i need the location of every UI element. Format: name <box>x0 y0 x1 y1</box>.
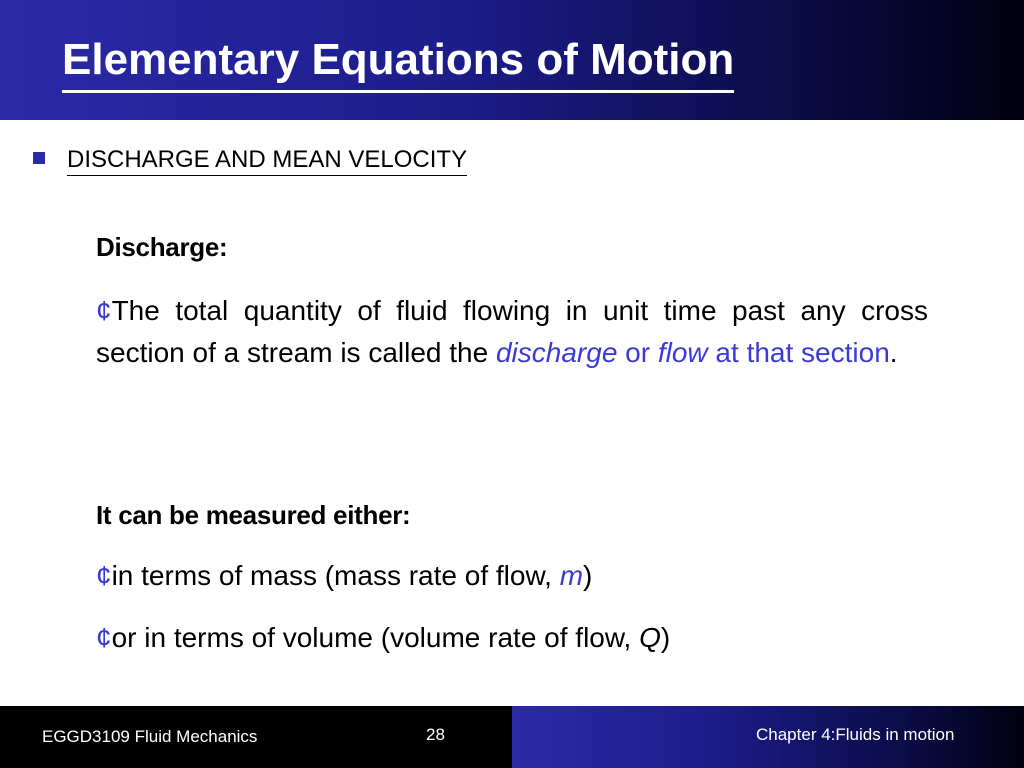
definition-tail: at that section <box>707 337 890 368</box>
measure-volume-item <box>96 620 670 656</box>
mass-symbol: m <box>559 560 584 591</box>
term-flow: flow <box>657 337 708 368</box>
slide-title: Elementary Equations of Motion <box>62 32 734 93</box>
cent-bullet-icon: ¢ <box>96 622 112 653</box>
measured-label: It can be measured either: <box>96 500 411 530</box>
volume-symbol: Q <box>639 622 661 653</box>
definition-text: The total quantity of fluid flowing in unit time past any cross section of a stream is called the <box>96 295 928 368</box>
volume-close: ) <box>660 622 671 653</box>
cent-bullet-icon: ¢ <box>96 560 112 591</box>
bullet-square-icon <box>33 152 45 164</box>
volume-text: or in terms of volume (volume rate of flow, <box>111 622 640 653</box>
cent-bullet-icon: ¢ <box>96 295 112 326</box>
mass-text: in terms of mass (mass rate of flow, <box>111 560 560 591</box>
discharge-label: Discharge: <box>96 232 228 262</box>
definition-connector: or <box>617 337 658 368</box>
footer-page-number: 28 <box>426 725 445 744</box>
measure-mass-item <box>96 558 592 594</box>
mass-close: ) <box>583 560 593 591</box>
section-heading: DISCHARGE AND MEAN VELOCITY <box>67 145 467 176</box>
footer-chapter-name: Chapter 4:Fluids in motion <box>756 725 955 744</box>
discharge-definition <box>96 290 928 374</box>
definition-period: . <box>889 337 898 368</box>
term-discharge: discharge <box>495 337 618 368</box>
footer-course-name: EGGD3109 Fluid Mechanics <box>42 727 258 746</box>
